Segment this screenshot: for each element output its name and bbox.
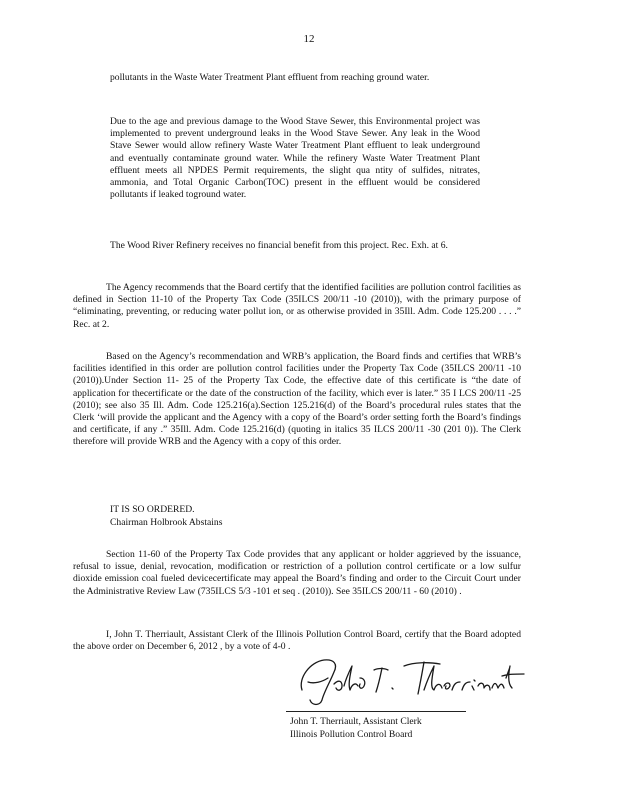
quote-paragraph-2: Due to the age and previous damage to the Wood Stave Sewer, this Environmental project was implemented to prevent underground leaks in the Wood Stave Sewer. Any leak in the Wood Stave Sewer would allow refinery Waste Water Treatment Plant effluent to leak underground and eventually contaminate ground water. While the refinery Waste Water Treatment Plant effluent meets all NPDES Permit requirements, the slight qua ntity of sulfides, nitrates, ammonia, and Total Organic Carbon(TOC) present in the effluent would be considered pollutants if leaked toground water.	[110, 116, 480, 201]
signature-line	[286, 711, 466, 712]
page-number: 12	[303, 33, 315, 45]
handwritten-signature	[294, 648, 532, 708]
signatory-block	[290, 716, 422, 741]
so-ordered: IT IS SO ORDERED.	[110, 504, 195, 515]
quote-paragraph-1: pollutants in the Waste Water Treatment Plant effluent from reaching ground water.	[110, 72, 430, 83]
certification-paragraph: I, John T. Therriault, Assistant Clerk of the Illinois Pollution Control Board, certify that the Board adopted the above order on December 6, 2012 , by a vote of 4-0 .	[73, 629, 521, 653]
appeal-paragraph: Section 11-60 of the Property Tax Code provides that any applicant or holder aggrieved by the issuance, refusal to issue, denial, revocation, modification or restriction of a pollution control certificate or a low sulfur dioxide emission coal fueled devicecertificate may appeal the Board’s finding and order to the Circuit Court under the Administrative Review Law (735ILCS 5/3 -101 et seq . (2010)). See 35ILCS 200/11 - 60 (2010) .	[73, 549, 521, 597]
agency-recommendation-paragraph: The Agency recommends that the Board certify that the identified facilities are pollution control facilities as defined in Section 11-10 of the Property Tax Code (35ILCS 200/11 -10 (2010)), with the primary purpose of “eliminating, preventing, or reducing water pollut ion, or as otherwise provided in 35Ill. Adm. Code 125.200 . . . .” Rec. at 2.	[73, 282, 521, 330]
board-finding-paragraph: Based on the Agency’s recommendation and WRB’s application, the Board finds and certifies that WRB’s facilities identified in this order are pollution control facilities under the Property Tax Code (35ILCS 200/11 -10 (2010)).Under Section 11- 25 of the Property Tax Code, the effective date of this certificate is “the date of application for thecertificate or the date of the construction of the facility, which ever is later.” 35 I LCS 200/11 -25 (2010); see also 35 Ill. Adm. Code 125.216(a).Section 125.216(d) of the Board’s procedural rules states that the Clerk ‘will provide the applicant and the Agency with a copy of the Board’s order setting forth the Board’s findings and certificate, if any .” 35Ill. Adm. Code 125.216(d) (quoting in italics 35 ILCS 200/11 -30 (201 0)). The Clerk therefore will provide WRB and the Agency with a copy of this order.	[73, 351, 521, 448]
abstention-note: Chairman Holbrook Abstains	[110, 517, 223, 528]
quote-paragraph-3: The Wood River Refinery receives no financial benefit from this project. Rec. Exh. at 6.	[110, 240, 448, 251]
signatory-organization: Illinois Pollution Control Board	[290, 728, 413, 740]
signatory-name-title: John T. Therriault, Assistant Clerk	[290, 716, 422, 727]
